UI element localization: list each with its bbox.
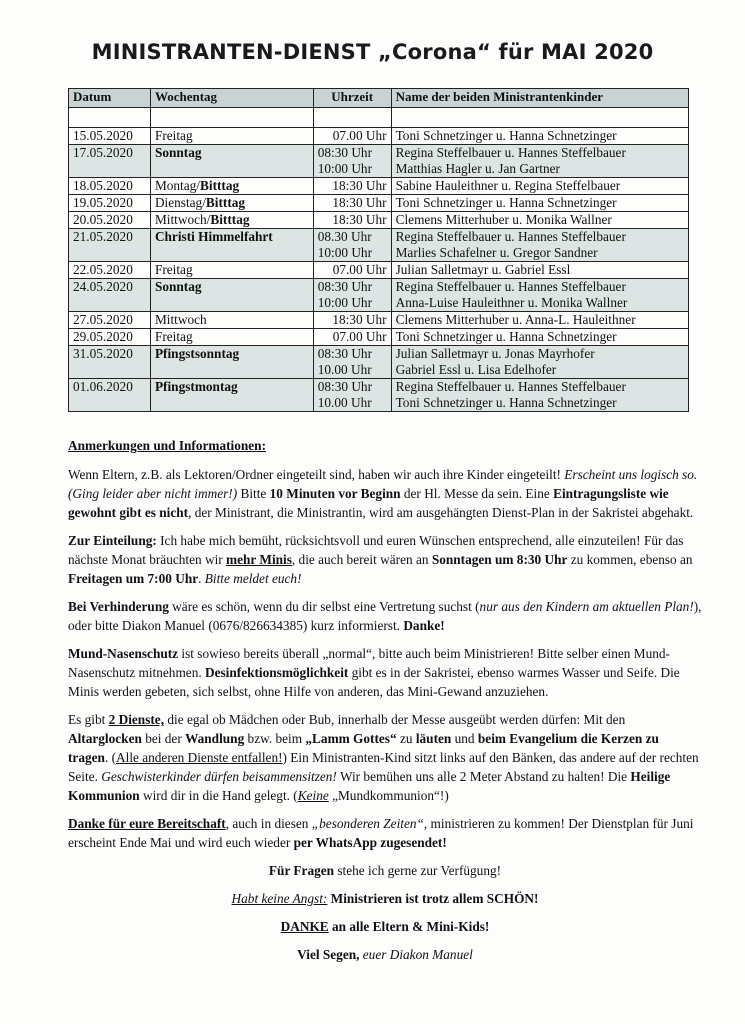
names-text: Matthias Hagler u. Jan Gartner (395, 161, 560, 176)
text-run: , der Ministrant, die Ministrantin, wird am ausgehängten Dienst-Plan in der Sakristei abgehakt. (188, 505, 694, 520)
text-run: bei der (141, 731, 186, 746)
cell-date: 27.05.2020 (69, 312, 151, 329)
cell-date: 22.05.2020 (69, 262, 151, 279)
text-run: DANKE (280, 919, 329, 934)
text-run: Für Fragen (268, 863, 335, 878)
table-row (69, 379, 689, 412)
cell-time (313, 128, 391, 145)
schedule-table (68, 88, 689, 412)
notes-paragraph (68, 945, 702, 964)
table-row (69, 229, 689, 262)
time-text: 10:00 Uhr (317, 245, 373, 260)
cell-date: 29.05.2020 (69, 329, 151, 346)
text-run: stehe ich gerne zur Verfügung! (334, 863, 502, 878)
time-text: 10.00 Uhr (317, 395, 372, 410)
header-date: Datum (69, 89, 151, 108)
cell-weekday (150, 229, 313, 262)
cell-date: 01.06.2020 (69, 379, 151, 412)
notes-paragraph (68, 861, 702, 880)
weekday-text: Pfingstmontag (154, 379, 238, 394)
cell-names (391, 312, 688, 329)
weekday-text: Sonntag (154, 145, 202, 160)
cell-weekday (150, 195, 313, 212)
cell-names (391, 212, 688, 229)
text-run: gibt es in der Sakristei, ebenso warmes Wasser und Seife. Die Minis werden gebeten, sich selbst, ohne Hilfe von anderen, das Mini-Gewand anzuziehen. (68, 665, 680, 699)
cell-time (313, 312, 391, 329)
cell-weekday (150, 212, 313, 229)
cell-time (313, 379, 391, 412)
notes-paragraph (68, 644, 702, 701)
cell-time (313, 346, 391, 379)
time-text: 07.00 Uhr (332, 262, 387, 277)
text-run: ) Ein Ministranten-Kind sitzt links auf den Bänken, das andere auf der rechten Seite. (68, 750, 699, 784)
time-text: 08:30 Uhr (317, 346, 373, 361)
text-run: „Lamm Gottes“ (305, 731, 397, 746)
time-text: 08.30 Uhr (317, 229, 372, 244)
table-row (69, 178, 689, 195)
cell-names (391, 195, 688, 212)
text-run: wird dir in die Hand gelegt. ( (139, 788, 298, 803)
header-names: Name der beiden Ministrantenkinder (391, 89, 688, 108)
table-row (69, 329, 689, 346)
table-row (69, 212, 689, 229)
text-run: Alle anderen Dienste entfallen! (116, 750, 283, 765)
table-row (69, 312, 689, 329)
cell-weekday (150, 346, 313, 379)
text-run: der Hl. Messe da sein. Eine (400, 486, 554, 501)
weekday-text: Christi Himmelfahrt (154, 229, 273, 244)
table-header-row (69, 89, 689, 108)
text-run: Keine (297, 788, 329, 803)
table-row (69, 279, 689, 312)
weekday-text: Freitag (154, 128, 193, 143)
notes-paragraph (68, 597, 702, 635)
text-run: Viel Segen, (297, 947, 360, 962)
weekday-text: Bitttag (210, 212, 250, 227)
cell-time (313, 195, 391, 212)
cell-weekday (150, 312, 313, 329)
text-run: Desinfektionsmöglichkeit (205, 665, 349, 680)
text-run: 2 Dienste, (108, 712, 165, 727)
time-text: 07.00 Uhr (332, 329, 387, 344)
cell-time (313, 262, 391, 279)
header-time: Uhrzeit (313, 89, 391, 108)
names-text: Regina Steffelbauer u. Hannes Steffelbauer (395, 145, 626, 160)
time-text: 10:00 Uhr (317, 295, 373, 310)
cell-time (313, 229, 391, 262)
cell-weekday (150, 262, 313, 279)
time-text: 10:00 Uhr (317, 161, 373, 176)
text-run: ist sowieso bereits überall „normal“, bitte auch beim Ministrieren! Bitte selber einen Mund-Nasenschutz mitnehmen. (68, 646, 670, 680)
cell-date: 24.05.2020 (69, 279, 151, 312)
table-row (69, 145, 689, 178)
text-run: Ich habe mich bemüht, rücksichtsvoll und euren Wünschen entsprechend, alle einzuteilen! Für das nächste Monat bräuchten wir (68, 533, 684, 567)
cell-names (391, 329, 688, 346)
weekday-text: Pfingstsonntag (154, 346, 240, 361)
cell-time (313, 279, 391, 312)
table-row (69, 346, 689, 379)
text-run: Danke! (403, 618, 445, 633)
names-text: Toni Schnetzinger u. Hanna Schnetzinger (395, 395, 617, 410)
weekday-text: Bitttag (200, 178, 240, 193)
text-run: zu (396, 731, 416, 746)
text-run: Geschwisterkinder dürfen beisammensitzen! (101, 769, 337, 784)
text-run: und (451, 731, 478, 746)
text-run: Wenn Eltern, z.B. als Lektoren/Ordner eingeteilt sind, haben wir auch ihre Kinder eingeteilt! (68, 467, 565, 482)
cell-names (391, 178, 688, 195)
time-text: 18:30 Uhr (332, 178, 387, 193)
names-text: Clemens Mitterhuber u. Monika Wallner (395, 212, 612, 227)
names-text: Regina Steffelbauer u. Hannes Steffelbauer (395, 279, 626, 294)
cell-weekday (150, 279, 313, 312)
names-text: Toni Schnetzinger u. Hanna Schnetzinger (395, 195, 617, 210)
notes-section (68, 436, 702, 973)
cell-weekday (150, 379, 313, 412)
text-run: Altarglocken (68, 731, 142, 746)
text-run: , die auch bereit wären an (291, 552, 432, 567)
time-text: 08:30 Uhr (317, 145, 373, 160)
notes-paragraph (68, 531, 702, 588)
page-title: MINISTRANTEN-DIENST „Corona“ für MAI 2020 (91, 40, 654, 64)
cell-date: 21.05.2020 (69, 229, 151, 262)
text-run: ), oder bitte Diakon Manuel (0676/826634385) kurz informierst. (68, 599, 702, 633)
text-run: Bei Verhinderung (68, 599, 169, 614)
text-run: Eintragungsliste wie gewohnt gibt es nicht (68, 486, 669, 520)
cell-names (391, 346, 688, 379)
text-run: Wandlung (185, 731, 245, 746)
cell-weekday (150, 145, 313, 178)
text-run: Heilige Kommunion (68, 769, 671, 803)
text-run: wäre es schön, wenn du dir selbst eine Vertretung suchst ( (168, 599, 480, 614)
text-run: Erscheint uns logisch so. (Ging leider aber nicht immer!) (68, 467, 698, 501)
table-row (69, 128, 689, 145)
table-row (69, 262, 689, 279)
names-text: Clemens Mitterhuber u. Anna-L. Hauleithner (395, 312, 636, 327)
time-text: 18:30 Uhr (332, 212, 387, 227)
time-text: 08:30 Uhr (317, 279, 373, 294)
weekday-text: Sonntag (154, 279, 202, 294)
cell-date: 15.05.2020 (69, 128, 151, 145)
text-run: Danke für eure Bereitschaft (68, 816, 226, 831)
text-run: Bitte (237, 486, 270, 501)
text-run: Bitte meldet euch! (204, 571, 302, 586)
cell-names (391, 262, 688, 279)
names-text: Marlies Schafelner u. Gregor Sandner (395, 245, 598, 260)
cell-time (313, 212, 391, 229)
time-text: 10.00 Uhr (317, 362, 372, 377)
time-text: 08:30 Uhr (317, 379, 373, 394)
cell-time (313, 145, 391, 178)
text-run: Zur Einteilung: (68, 533, 157, 548)
table-row (69, 195, 689, 212)
names-text: Regina Steffelbauer u. Hannes Steffelbauer (395, 379, 626, 394)
weekday-text: Freitag (154, 262, 193, 277)
notes-paragraph (68, 889, 702, 908)
text-run: „besonderen Zeiten“ (311, 816, 424, 831)
weekday-text: Freitag (154, 329, 193, 344)
names-text: Sabine Hauleithner u. Regina Steffelbauer (395, 178, 621, 193)
text-run: bzw. beim (244, 731, 306, 746)
text-run: die egal ob Mädchen oder Bub, innerhalb der Messe ausgeübt werden dürfen: Mit den (164, 712, 626, 727)
text-run: . (198, 571, 205, 586)
weekday-text: Montag/ (154, 178, 200, 193)
cell-names (391, 229, 688, 262)
cell-time (313, 329, 391, 346)
text-run: nur aus den Kindern am aktuellen Plan! (479, 599, 694, 614)
weekday-text: Mittwoch/ (154, 212, 211, 227)
notes-paragraph (68, 465, 702, 522)
names-text: Julian Salletmayr u. Gabriel Essl (395, 262, 571, 277)
names-text: Julian Salletmayr u. Jonas Mayrhofer (395, 346, 595, 361)
cell-date: 19.05.2020 (69, 195, 151, 212)
notes-paragraph (68, 814, 702, 852)
cell-names (391, 379, 688, 412)
text-run: Es gibt (68, 712, 109, 727)
weekday-text: Mittwoch (154, 312, 207, 327)
cell-names (391, 128, 688, 145)
text-run: läuten (415, 731, 452, 746)
text-run: an alle Eltern & Mini-Kids! (328, 919, 490, 934)
time-text: 18:30 Uhr (332, 312, 387, 327)
cell-date: 18.05.2020 (69, 178, 151, 195)
text-run: Freitagen um 7:00 Uhr (68, 571, 199, 586)
text-run: „Mundkommunion“!) (328, 788, 449, 803)
text-run: Mund-Nasenschutz (68, 646, 179, 661)
weekday-text: Dienstag/ (154, 195, 206, 210)
text-run: Wir bemühen uns alle 2 Meter Abstand zu halten! Die (336, 769, 631, 784)
cell-names (391, 145, 688, 178)
cell-weekday (150, 329, 313, 346)
cell-names (391, 279, 688, 312)
text-run: Sonntagen um 8:30 Uhr (431, 552, 568, 567)
blank-row (69, 108, 689, 128)
notes-paragraph (68, 710, 702, 805)
cell-weekday (150, 128, 313, 145)
notes-paragraph (68, 917, 702, 936)
text-run: Habt keine Angst: (231, 891, 328, 906)
text-run: , auch in diesen (225, 816, 312, 831)
text-run: 10 Minuten vor Beginn (269, 486, 401, 501)
time-text: 07.00 Uhr (332, 128, 387, 143)
notes-heading: Anmerkungen und Informationen: (68, 438, 267, 453)
schedule-body (69, 108, 689, 412)
header-weekday: Wochentag (150, 89, 313, 108)
text-run: beim Evangelium die Kerzen zu tragen (68, 731, 659, 765)
cell-date: 31.05.2020 (69, 346, 151, 379)
text-run: . ( (104, 750, 117, 765)
names-text: Anna-Luise Hauleithner u. Monika Wallner (395, 295, 628, 310)
text-run: per WhatsApp zugesendet! (293, 835, 447, 850)
text-run: , ministrieren zu kommen! Der Dienstplan für Juni erscheint Ende Mai und wird euch wieder (68, 816, 694, 850)
cell-date: 20.05.2020 (69, 212, 151, 229)
cell-weekday (150, 178, 313, 195)
cell-time (313, 178, 391, 195)
weekday-text: Bitttag (205, 195, 246, 210)
names-text: Gabriel Essl u. Lisa Edelhofer (395, 362, 557, 377)
names-text: Toni Schnetzinger u. Hanna Schnetzinger (395, 329, 617, 344)
text-run: euer Diakon Manuel (359, 947, 473, 962)
names-text: Toni Schnetzinger u. Hanna Schnetzinger (395, 128, 617, 143)
cell-date: 17.05.2020 (69, 145, 151, 178)
names-text: Regina Steffelbauer u. Hannes Steffelbauer (395, 229, 626, 244)
text-run: zu kommen, ebenso an (567, 552, 693, 567)
text-run: mehr Minis (226, 552, 292, 567)
time-text: 18:30 Uhr (332, 195, 387, 210)
text-run: Ministrieren ist trotz allem SCHÖN! (330, 891, 539, 906)
